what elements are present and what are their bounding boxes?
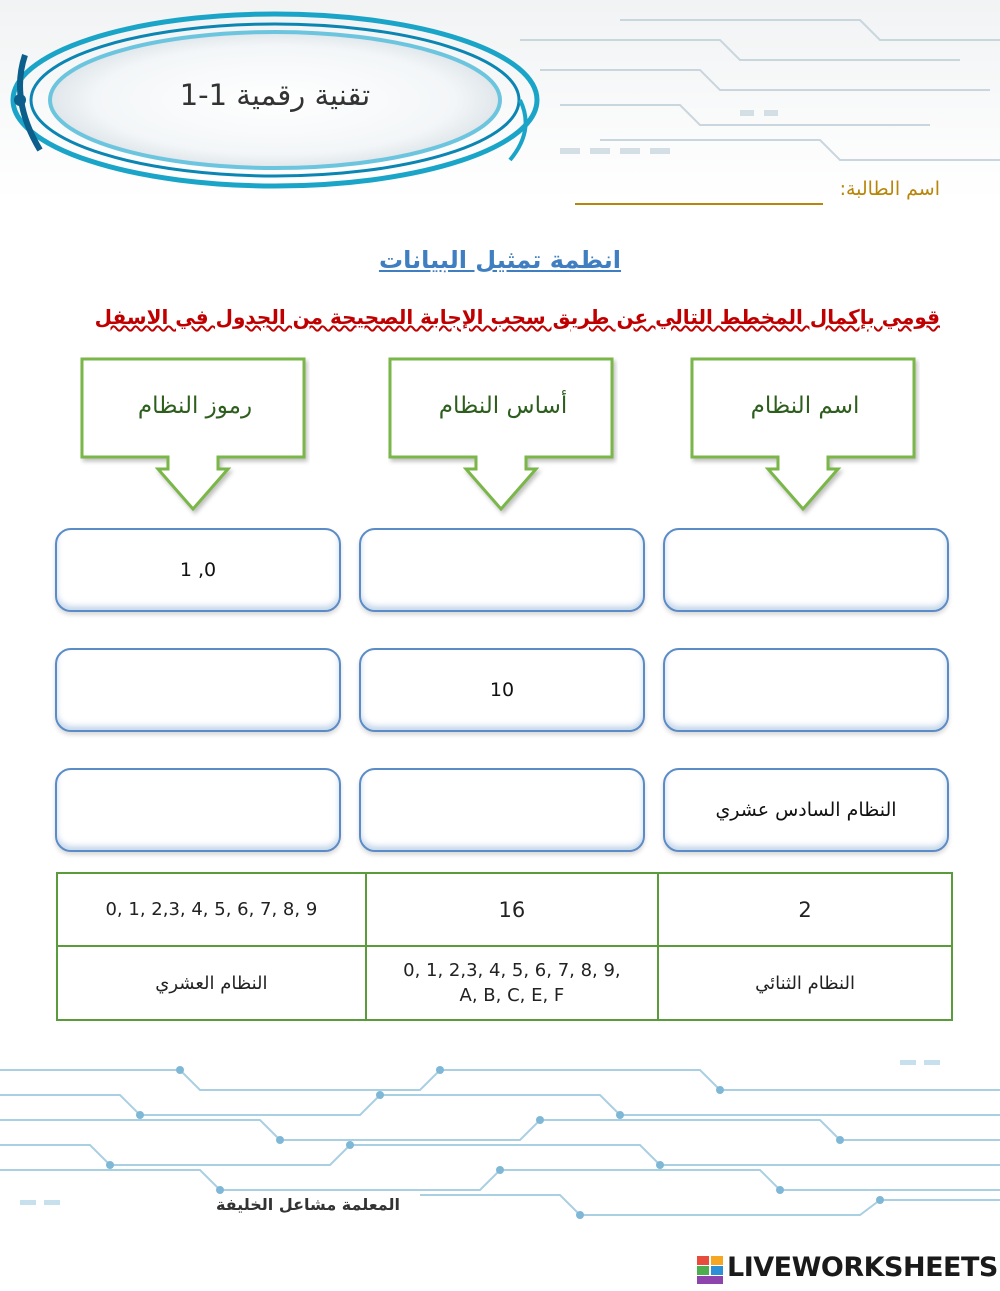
answer-hex-symbols-line2: A, B, C, E, F: [459, 985, 565, 1006]
answer-item[interactable]: 2: [658, 873, 952, 946]
answer-item[interactable]: النظام الثنائي: [658, 946, 952, 1020]
drop-box-row1-base[interactable]: [359, 528, 645, 612]
answer-bank-table: [56, 872, 953, 1021]
teacher-name: المعلمة مشاعل الخليفة: [215, 1195, 400, 1214]
callout-arrow-name: [690, 357, 920, 517]
callout-label-symbols: رموز النظام: [137, 393, 253, 419]
drop-box-row2-symbols[interactable]: [55, 648, 341, 732]
student-name-line: [575, 203, 823, 205]
drop-box-row2-name[interactable]: [663, 648, 949, 732]
callout-label-base: أساس النظام: [438, 393, 568, 419]
worksheet-title: تقنية رقمية 1-1: [179, 78, 371, 112]
callout-arrow-base: [388, 357, 618, 517]
answer-hex-symbols-line1: 0, 1, 2,3, 4, 5, 6, 7, 8, 9,: [403, 960, 621, 981]
instruction-text: قومي بإكمال المخطط التالي عن طريق سحب الإجابة الصحيحة من الجدول في الاسفل: [94, 305, 940, 329]
callout-arrow-symbols: [80, 357, 310, 517]
answer-item[interactable]: النظام العشري: [57, 946, 366, 1020]
answer-item[interactable]: [366, 946, 658, 1020]
drop-box-row3-name[interactable]: النظام السادس عشري: [663, 768, 949, 852]
liveworksheets-logo-icon: [697, 1256, 723, 1284]
drop-box-row1-symbols[interactable]: 0, 1: [55, 528, 341, 612]
section-title: انظمة تمثيل البيانات: [378, 246, 622, 274]
drop-box-row2-base[interactable]: 10: [359, 648, 645, 732]
callout-label-name: اسم النظام: [750, 393, 860, 419]
answer-item[interactable]: 0, 1, 2,3, 4, 5, 6, 7, 8, 9: [57, 873, 366, 946]
liveworksheets-brand: LIVEWORKSHEETS: [727, 1252, 998, 1283]
drop-box-row3-symbols[interactable]: [55, 768, 341, 852]
footer-circuit-art: [0, 1050, 1000, 1240]
answer-item[interactable]: 16: [366, 873, 658, 946]
student-name-label: اسم الطالبة:: [839, 178, 940, 200]
drop-box-row3-base[interactable]: [359, 768, 645, 852]
drop-box-row1-name[interactable]: [663, 528, 949, 612]
